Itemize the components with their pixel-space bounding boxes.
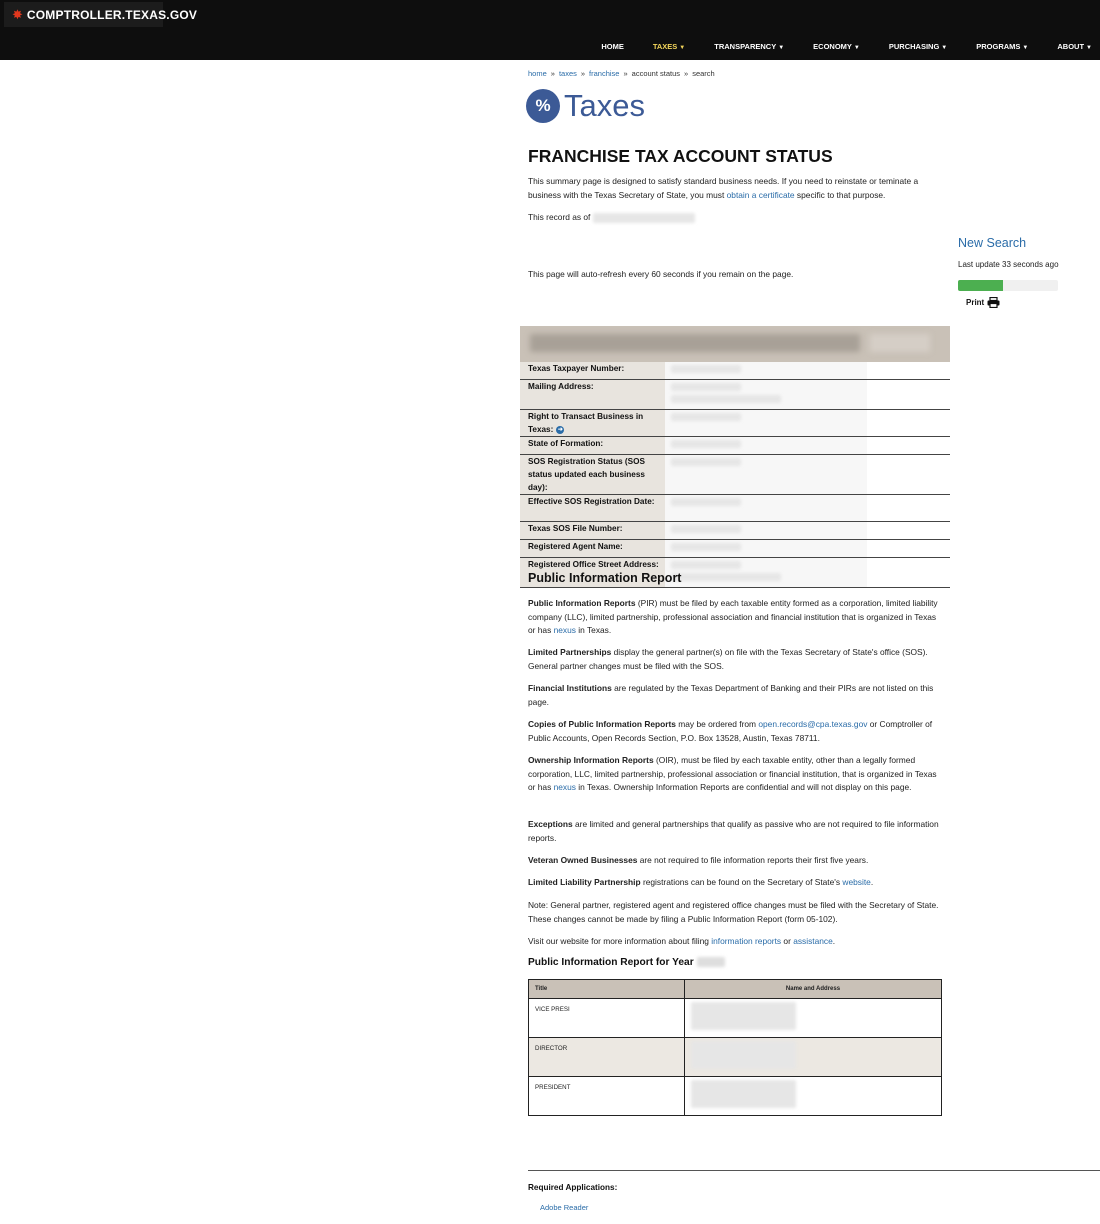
pir-paragraph-4	[528, 718, 944, 745]
nav-item-transparency[interactable]	[714, 42, 784, 54]
info-row	[520, 437, 950, 455]
adobe-reader-link[interactable]: Adobe Reader	[540, 1203, 589, 1212]
redacted-value	[671, 498, 741, 506]
nav-label: TAXES	[652, 42, 678, 51]
info-row-spacer	[867, 455, 950, 495]
col-name-address-header: Name and Address	[685, 980, 942, 999]
breadcrumb	[528, 69, 715, 78]
info-label-text: Registered Agent Name:	[528, 542, 623, 551]
obtain-certificate-link[interactable]: obtain a certificate	[726, 189, 795, 200]
percent-icon: %	[526, 89, 560, 123]
info-row-value-redacted	[665, 362, 867, 380]
pir-p7-text: are not required to file information reports their first five years.	[637, 855, 869, 865]
caret-down-icon: ▼	[853, 45, 860, 51]
nav-label: HOME	[601, 42, 624, 51]
redacted-value	[671, 543, 741, 551]
officer-title: PRESIDENT	[529, 1077, 685, 1116]
breadcrumb-account-status: account status	[631, 69, 681, 78]
info-row-value-redacted	[665, 437, 867, 455]
caret-down-icon: ▼	[1022, 45, 1029, 51]
nav-item-about[interactable]	[1057, 42, 1092, 54]
logo-text: COMPTROLLER.TEXAS.GOV	[26, 7, 198, 22]
pir-year-label: Public Information Report for Year	[528, 957, 694, 968]
redacted-value	[671, 383, 741, 391]
info-row	[520, 410, 950, 437]
redacted-value	[691, 1002, 796, 1030]
info-label-text: Texas Taxpayer Number:	[528, 364, 625, 373]
printer-icon	[987, 297, 1000, 308]
pir-p6-bold: Exceptions	[528, 819, 573, 829]
pir-p5-end: in Texas. Ownership Information Reports are confidential and will not display on this page.	[575, 782, 912, 792]
print-label: Print	[966, 298, 985, 307]
pir-paragraph-8	[528, 876, 944, 890]
pir-paragraph-7	[528, 854, 944, 868]
pir-paragraph-6	[528, 818, 944, 845]
info-row-spacer	[867, 437, 950, 455]
info-row-spacer	[867, 522, 950, 540]
pir-p5-text: (OIR), must be filed by each taxable entity, other than a legally formed corporation, LLC, limited partnership, professional association or financial institution, that is organized in Texas or has	[528, 755, 937, 792]
info-row-value-redacted	[665, 455, 867, 495]
pir-p5-bold: Ownership Information Reports	[528, 755, 654, 765]
account-info-table	[520, 362, 950, 588]
nav-label: PROGRAMS	[976, 42, 1021, 51]
pir-p4-text: may be ordered from	[675, 719, 759, 729]
redacted-value	[671, 395, 781, 403]
redacted-value	[671, 525, 741, 533]
officer-name-address-redacted	[685, 999, 942, 1038]
refresh-progress-bar	[958, 280, 1058, 291]
footer-divider	[528, 1170, 1100, 1171]
pir-p3-text: are regulated by the Texas Department of Banking and their PIRs are not listed on this page.	[528, 683, 934, 707]
required-apps-label: Required Applications:	[528, 1183, 618, 1192]
intro-text-2: specific to that purpose.	[794, 189, 886, 200]
pir-paragraph-2	[528, 646, 944, 673]
pir-year-heading	[528, 957, 725, 968]
info-row-spacer	[867, 410, 950, 437]
pir-p8-end: .	[870, 877, 874, 887]
info-row-label	[520, 410, 665, 437]
pir-p1-bold: Public Information Reports	[528, 598, 636, 608]
breadcrumb-sep: »	[550, 69, 555, 78]
info-row-value-redacted	[665, 380, 867, 410]
officer-row	[529, 1077, 942, 1116]
nav-label: ABOUT	[1057, 42, 1085, 51]
caret-down-icon: ▼	[778, 45, 785, 51]
col-title-header: Title	[529, 980, 685, 999]
info-row-spacer	[867, 540, 950, 558]
site-header	[0, 0, 1100, 60]
info-label-text: Effective SOS Registration Date:	[528, 497, 655, 506]
pir-p2-text: display the general partner(s) on file with the Texas Secretary of State's office (SOS). General partner changes must be filed with the SOS.	[528, 647, 928, 671]
info-row-label	[520, 455, 665, 495]
redacted-value	[691, 1080, 796, 1108]
intro-text	[528, 175, 944, 202]
info-row	[520, 522, 950, 540]
info-row-value-redacted	[665, 410, 867, 437]
pir-year-redacted	[697, 957, 725, 967]
entity-name-header	[520, 326, 950, 362]
redacted-value	[671, 458, 741, 466]
nexus-link[interactable]: nexus	[553, 625, 576, 635]
info-row-value-redacted	[665, 540, 867, 558]
pir-paragraph-9: Note: General partner, registered agent and registered office changes must be filed with the Secretary of State. These changes cannot be made by filing a Public Information Report (form 05-102).	[528, 900, 939, 924]
info-label-text: Mailing Address:	[528, 382, 594, 391]
info-row-value-redacted	[665, 495, 867, 522]
pir-p4-bold: Copies of Public Information Reports	[528, 719, 676, 729]
info-row	[520, 362, 950, 380]
info-row	[520, 380, 950, 410]
redacted-value	[671, 440, 741, 448]
pir-p8-text: registrations can be found on the Secretary of State's	[640, 877, 843, 887]
pir-p1-text: (PIR) must be filed by each taxable entity formed as a corporation, limited liability company (LLC), limited partnership, professional association and financial institution that is organized in Texas or has	[528, 598, 938, 635]
pir-p7-bold: Veteran Owned Businesses	[528, 855, 638, 865]
page-title: FRANCHISE TAX ACCOUNT STATUS	[528, 146, 833, 166]
print-button[interactable]	[966, 297, 1000, 308]
info-label-text: Right to Transact Business in Texas:	[528, 412, 644, 434]
arrow-circle-icon[interactable]: ➜	[557, 426, 563, 433]
info-row-label	[520, 380, 665, 410]
info-row-spacer	[867, 495, 950, 522]
site-logo[interactable]	[4, 2, 198, 27]
nav-item-purchasing[interactable]	[889, 42, 947, 54]
info-label-text: Texas SOS File Number:	[528, 524, 623, 533]
info-row-label	[520, 540, 665, 558]
last-update-text: Last update 33 seconds ago	[958, 260, 1059, 269]
refresh-progress-fill	[958, 280, 1003, 291]
section-title: Taxes	[564, 88, 645, 123]
info-row	[520, 540, 950, 558]
main-nav	[572, 42, 1100, 54]
pir-paragraph-1	[528, 597, 944, 638]
breadcrumb-home[interactable]: home	[528, 69, 547, 78]
breadcrumb-franchise[interactable]: franchise	[589, 69, 620, 78]
breadcrumb-search: search	[692, 69, 715, 78]
open-records-email-link[interactable]: open.records@cpa.texas.gov	[758, 719, 868, 729]
pir-p10-text: Visit our website for more information about filing	[528, 936, 712, 946]
redacted-value	[691, 1041, 796, 1069]
officer-title: DIRECTOR	[529, 1038, 685, 1077]
assistance-link[interactable]: assistance	[793, 936, 833, 946]
info-label-text: State of Formation:	[528, 439, 604, 448]
redacted-value	[671, 413, 741, 421]
pir-p3-bold: Financial Institutions	[528, 683, 612, 693]
pir-p8-bold: Limited Liability Partnership	[528, 877, 641, 887]
breadcrumb-sep: »	[623, 69, 628, 78]
pir-p1-end: in Texas.	[575, 625, 612, 635]
info-row-label	[520, 495, 665, 522]
info-row-spacer	[867, 362, 950, 380]
nav-item-economy[interactable]	[813, 42, 860, 54]
breadcrumb-sep: »	[580, 69, 586, 78]
nav-label: PURCHASING	[888, 42, 940, 51]
info-row-value-redacted	[665, 522, 867, 540]
info-row-value-redacted	[665, 558, 867, 588]
record-as-of-label: This record as of	[528, 212, 591, 222]
info-row	[520, 455, 950, 495]
officer-title: VICE PRESI	[529, 999, 685, 1038]
record-as-of	[528, 211, 944, 225]
officer-row	[529, 999, 942, 1038]
pir-p4-end: or Comptroller of Public Accounts, Open Records Section, P.O. Box 13528, Austin, Texas 78711.	[528, 719, 933, 743]
record-date-redacted	[593, 213, 695, 223]
caret-down-icon: ▼	[679, 45, 686, 51]
pir-paragraph-10	[528, 935, 944, 949]
officer-name-address-redacted	[685, 1077, 942, 1116]
new-search-link[interactable]: New Search	[958, 236, 1027, 250]
pir-paragraph-3	[528, 682, 944, 709]
info-row-label	[520, 362, 665, 380]
information-reports-link[interactable]: information reports	[711, 936, 782, 946]
pir-paragraph-5	[528, 754, 944, 795]
pir-p6-text: are limited and general partnerships that qualify as passive who are not required to file information reports.	[528, 819, 939, 843]
officers-table	[528, 979, 942, 1116]
nav-item-taxes[interactable]	[653, 42, 685, 54]
nexus-link-2[interactable]: nexus	[553, 782, 576, 792]
entity-name-redacted-2	[870, 334, 930, 352]
nav-label: ECONOMY	[813, 42, 852, 51]
pir-p2-bold: Limited Partnerships	[528, 647, 612, 657]
breadcrumb-taxes[interactable]: taxes	[558, 69, 577, 78]
sos-website-link[interactable]: website	[842, 877, 871, 887]
star-icon: ✸	[12, 7, 23, 22]
info-label-text: Registered Office Street Address:	[528, 560, 659, 569]
redacted-value	[671, 561, 741, 569]
pir-p10-mid: or	[781, 936, 794, 946]
officer-row	[529, 1038, 942, 1077]
caret-down-icon: ▼	[941, 45, 948, 51]
info-row-label	[520, 437, 665, 455]
redacted-value	[671, 573, 781, 581]
nav-item-home[interactable]	[601, 42, 624, 54]
section-header	[526, 88, 645, 124]
nav-label: TRANSPARENCY	[714, 42, 777, 51]
pir-heading: Public Information Report	[528, 571, 682, 585]
info-row	[520, 495, 950, 522]
breadcrumb-sep: »	[684, 69, 689, 78]
caret-down-icon: ▼	[1086, 45, 1092, 51]
info-row-spacer	[867, 380, 950, 410]
info-row-label	[520, 522, 665, 540]
entity-name-redacted	[530, 334, 860, 352]
pir-p10-end: .	[832, 936, 836, 946]
intro-text-1: This summary page is designed to satisfy standard business needs. If you need to reinstate or teminate a business with the Texas Secretary of State, you must	[528, 176, 919, 200]
info-label-text: SOS Registration Status (SOS status updated each business day):	[528, 457, 645, 492]
info-row-spacer	[867, 558, 950, 588]
auto-refresh-text: This page will auto-refresh every 60 seconds if you remain on the page.	[528, 269, 794, 279]
officer-name-address-redacted	[685, 1038, 942, 1077]
redacted-value	[671, 365, 741, 373]
nav-item-programs[interactable]	[976, 42, 1028, 54]
